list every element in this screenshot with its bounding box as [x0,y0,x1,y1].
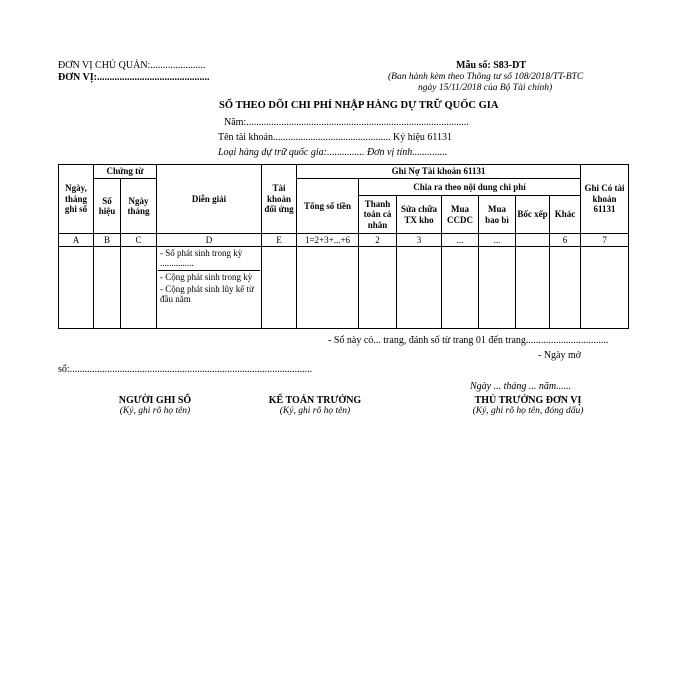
sig-accountant-note: (Ký, ghi rõ họ tên) [279,406,351,416]
cell-voucher-no[interactable] [94,247,121,329]
index-cell: B [94,234,121,247]
cell-total[interactable] [297,247,359,329]
index-cell: A [59,234,94,247]
col-b3-header: Mua CCDC [442,196,479,234]
pages-note: - Sổ này có... trang, đánh số từ trang 01 đến trang................................. [328,335,609,346]
account-line: Tên tài khoản............................................... Ký hiệu 61131 [218,132,453,143]
cell-credit[interactable] [581,247,629,329]
index-cell [516,234,550,247]
ledger-table [58,164,629,329]
form-note-2: ngày 15/11/2018 của Bộ Tài chính) [418,83,553,93]
index-cell: 7 [581,234,629,247]
row-ytd-total: - Cộng phát sinh lũy kế từ đầu năm [160,284,254,305]
row-period-total: - Cộng phát sinh trong kỳ [158,270,260,283]
sig-recorder-title: NGƯỜI GHI SỔ [118,395,192,406]
col-credit-header: Ghi Có tài khoản 61131 [581,165,629,234]
sign-date: Ngày ... tháng ... năm...... [470,381,572,392]
index-cell: ... [479,234,516,247]
cell-b5[interactable] [516,247,550,329]
col-debit-header: Ghi Nợ Tài khoản 61131 [297,165,581,179]
col-date-header: Ngày, tháng ghi sổ [59,165,94,234]
cell-b2[interactable] [397,247,442,329]
sig-recorder-note: (Ký, ghi rõ họ tên) [119,406,191,416]
form-note-1: (Ban hành kèm theo Thông tư số 108/2018/TT-BTC [388,72,584,82]
signature-head [448,395,608,416]
index-row [59,234,629,247]
open-date-line: sổ:................................................................................................. [58,364,313,375]
index-cell: 6 [550,234,581,247]
col-desc-header: Diễn giải [157,165,262,234]
open-date-label: - Ngày mở [538,350,582,361]
col-breakdown-header: Chia ra theo nội dung chi phí [359,179,581,196]
col-b4-header: Mua bao bì [479,196,516,234]
index-cell: C [121,234,157,247]
index-cell: 3 [397,234,442,247]
sig-accountant-title: KẾ TOÁN TRƯỞNG [268,395,362,406]
col-voucher-date-header: Ngày tháng [121,179,157,234]
sig-head-title: THỦ TRƯỞNG ĐƠN VỊ [474,395,582,406]
index-cell: E [262,234,297,247]
signature-recorder [95,395,215,416]
year-line: Năm:......................................................................................... [224,117,469,128]
col-b2-header: Sửa chữa TX kho [397,196,442,234]
cell-description [157,247,262,329]
parent-org-line: ĐƠN VỊ CHỦ QUẢN:...................... [58,60,206,71]
col-b6-header: Khác [550,196,581,234]
signature-chief-accountant [250,395,380,416]
col-voucher-no-header: Số hiệu [94,179,121,234]
cell-date[interactable] [59,247,94,329]
row-period-entry: - Số phát sinh trong kỳ ............... [160,248,243,269]
table-row [59,247,629,329]
sig-head-note: (Ký, ghi rõ họ tên, đóng dấu) [472,406,584,416]
goods-line: Loại hàng dự trữ quốc gia:............... Đơn vị tính.............. [218,147,448,158]
index-cell: 1=2+3+...+6 [297,234,359,247]
cell-b1[interactable] [359,247,397,329]
index-cell: D [157,234,262,247]
index-cell: 2 [359,234,397,247]
col-counter-header: Tài khoản đối ứng [262,165,297,234]
cell-b3[interactable] [442,247,479,329]
col-b1-header: Thanh toán cá nhân [359,196,397,234]
cell-counter-account[interactable] [262,247,297,329]
cell-b4[interactable] [479,247,516,329]
page-title: SỔ THEO DÕI CHI PHÍ NHẬP HÀNG DỰ TRỮ QUỐC GIA [219,100,499,111]
cell-voucher-date[interactable] [121,247,157,329]
col-total-header: Tổng số tiền [297,179,359,234]
col-voucher-header: Chứng từ [94,165,157,179]
form-code: Mẫu số: S83-DT [456,60,527,71]
org-line: ĐƠN VỊ:............................................. [58,72,210,83]
cell-b6[interactable] [550,247,581,329]
index-cell: ... [442,234,479,247]
col-b5-header: Bốc xếp [516,196,550,234]
